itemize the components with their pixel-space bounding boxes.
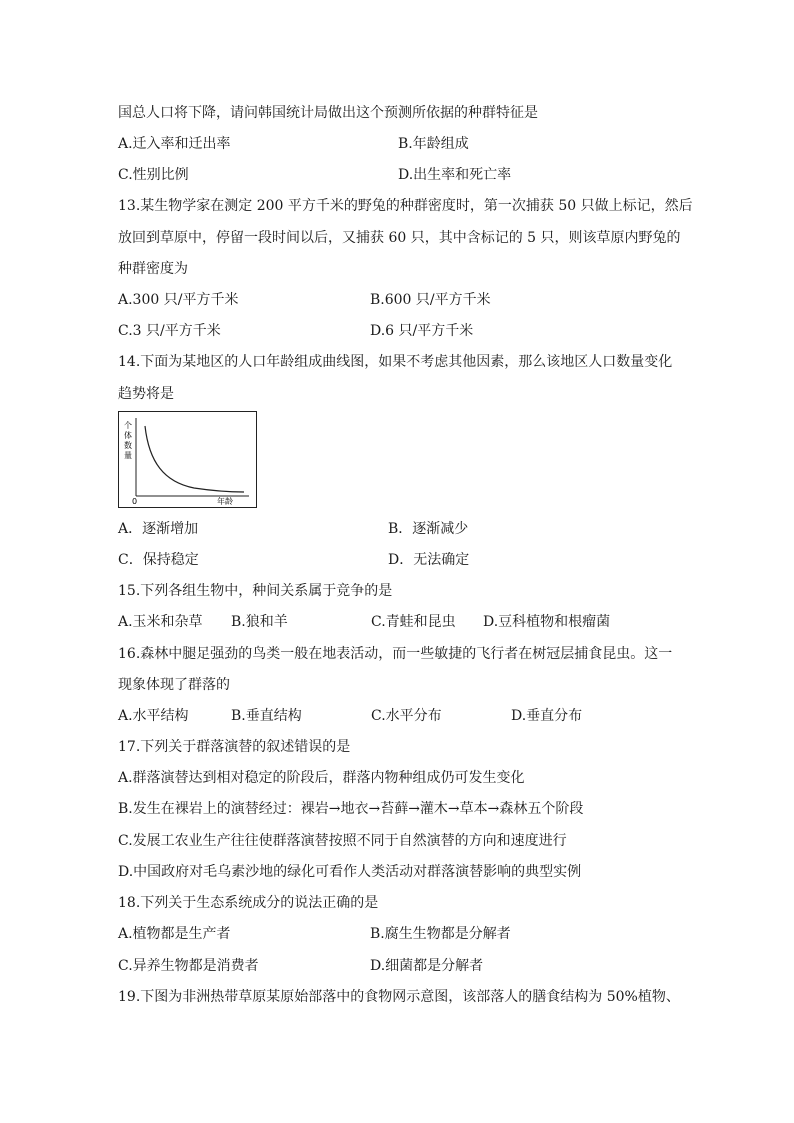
q16-option-d: D.垂直分布: [511, 708, 583, 724]
age-structure-svg: [119, 412, 258, 509]
q14-stem-line2: 趋势将是: [118, 386, 174, 402]
q12-option-d: D.出生率和死亡率: [398, 167, 512, 183]
q16-stem-line2: 现象体现了群落的: [118, 677, 230, 693]
q15-option-a: A.玉米和杂草: [118, 614, 203, 630]
q14-option-c: C．保持稳定: [118, 552, 199, 568]
q13-stem-line2: 放回到草原中，停留一段时间以后，又捕获 60 只，其中含标记的 5 只，则该草原内野兔的: [118, 230, 681, 246]
q13-option-d: D.6 只/平方千米: [370, 323, 474, 339]
q18-option-b: B.腐生生物都是分解者: [370, 926, 511, 942]
q17-stem: 17.下列关于群落演替的叙述错误的是: [118, 739, 351, 755]
q12-option-b: B.年龄组成: [398, 136, 469, 152]
q19-stem-line1: 19.下图为非洲热带草原某原始部落中的食物网示意图，该部落人的膳食结构为 50%植物、: [118, 989, 680, 1005]
origin-label: 0: [132, 497, 138, 506]
q14-option-b: B．逐渐减少: [388, 521, 469, 537]
q15-option-d: D.豆科植物和根瘤菌: [483, 614, 611, 630]
q13-option-c: C.3 只/平方千米: [118, 323, 221, 339]
ylabel-char-2: 体: [124, 431, 132, 440]
q17-option-b: B.发生在裸岩上的演替经过：裸岩→地衣→苔藓→灌木→草本→森林五个阶段: [118, 801, 584, 817]
q13-stem-line3: 种群密度为: [118, 261, 188, 277]
q15-option-c: C.青蛙和昆虫: [371, 614, 456, 630]
q18-option-a: A.植物都是生产者: [118, 926, 231, 942]
q12-stem-tail: 国总人口将下降，请问韩国统计局做出这个预测所依据的种群特征是: [118, 105, 538, 121]
ylabel-char-4: 量: [124, 451, 132, 460]
q15-option-b: B.狼和羊: [231, 614, 288, 630]
ylabel-char-3: 数: [124, 441, 132, 450]
q14-option-a: A．逐渐增加: [118, 521, 199, 537]
xlabel: 年龄: [217, 497, 233, 506]
q14-option-d: D．无法确定: [388, 552, 470, 568]
q13-stem-line1: 13.某生物学家在测定 200 平方千米的野兔的种群密度时，第一次捕获 50 只做上标记，然后: [118, 198, 693, 214]
q15-stem: 15.下列各组生物中，种间关系属于竞争的是: [118, 583, 393, 599]
q16-option-a: A.水平结构: [118, 708, 189, 724]
q18-option-d: D.细菌都是分解者: [370, 958, 484, 974]
q17-option-d: D.中国政府对毛乌素沙地的绿化可看作人类活动对群落演替影响的典型实例: [118, 864, 582, 880]
q14-stem-line1: 14.下面为某地区的人口年龄组成曲线图，如果不考虑其他因素，那么该地区人口数量变化: [118, 354, 673, 370]
q13-option-a: A.300 只/平方千米: [118, 292, 239, 308]
q13-option-b: B.600 只/平方千米: [370, 292, 491, 308]
q16-stem-line1: 16.森林中腿足强劲的鸟类一般在地表活动，而一些敏捷的飞行者在树冠层捕食昆虫。这一: [118, 646, 673, 662]
q18-stem: 18.下列关于生态系统成分的说法正确的是: [118, 895, 379, 911]
q16-option-b: B.垂直结构: [231, 708, 302, 724]
age-structure-graph: [118, 411, 257, 508]
q12-option-c: C.性别比例: [118, 167, 189, 183]
q12-option-a: A.迁入率和迁出率: [118, 136, 231, 152]
q17-option-c: C.发展工农业生产往往使群落演替按照不同于自然演替的方向和速度进行: [118, 833, 567, 849]
ylabel-char-1: 个: [124, 421, 132, 430]
q17-option-a: A.群落演替达到相对稳定的阶段后，群落内物种组成仍可发生变化: [118, 770, 525, 786]
q18-option-c: C.异养生物都是消费者: [118, 958, 259, 974]
q16-option-c: C.水平分布: [371, 708, 442, 724]
age-curve: [145, 426, 244, 492]
